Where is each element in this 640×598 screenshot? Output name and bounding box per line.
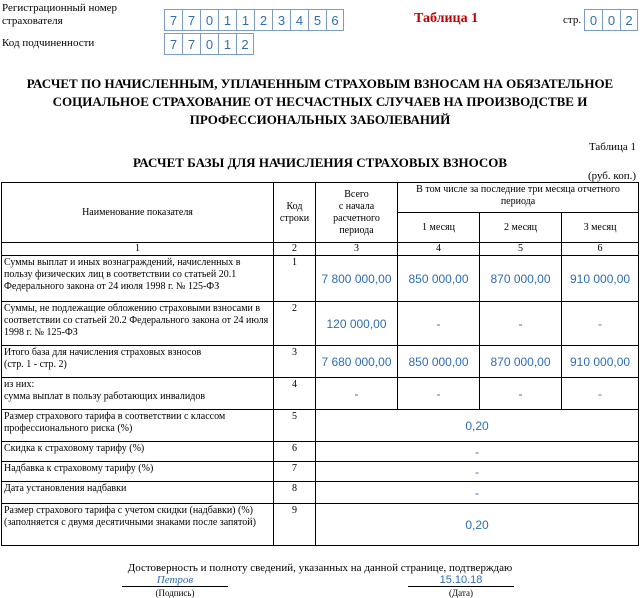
- document-title-line3: ПРОФЕССИОНАЛЬНЫХ ЗАБОЛЕВАНИЙ: [189, 112, 451, 127]
- head-code-line2: строки: [279, 212, 310, 224]
- subordination-code-cells[interactable]: [164, 33, 254, 55]
- head-total-line1: Всего: [344, 188, 369, 200]
- sub-digit[interactable]: 7: [164, 33, 182, 55]
- sub-digit[interactable]: 2: [236, 33, 254, 55]
- row-code: 1: [274, 256, 316, 302]
- row-code: 3: [274, 346, 316, 378]
- row-code: 2: [274, 302, 316, 346]
- reg-digit[interactable]: 0: [200, 9, 218, 31]
- reg-number-cells[interactable]: [164, 9, 344, 31]
- reg-digit[interactable]: 1: [218, 9, 236, 31]
- sub-digit[interactable]: 1: [218, 33, 236, 55]
- col-number: 4: [398, 243, 480, 256]
- date-caption: (Дата): [449, 588, 473, 598]
- reg-digit[interactable]: 7: [164, 9, 182, 31]
- table-head-row: [2, 183, 639, 213]
- page-digit[interactable]: 2: [620, 9, 638, 31]
- row-month2-value[interactable]: 870 000,00: [480, 346, 562, 378]
- document-title-line1: РАСЧЕТ ПО НАЧИСЛЕННЫМ, УПЛАЧЕННЫМ СТРАХОВЫМ ВЗНОСАМ НА ОБЯЗАТЕЛЬНОЕ: [26, 76, 614, 91]
- col-number: 6: [562, 243, 639, 256]
- row-month1-value[interactable]: 850 000,00: [398, 346, 480, 378]
- head-total-line4: периода: [339, 224, 374, 236]
- column-numbers-row: [2, 243, 639, 256]
- col-number: 3: [316, 243, 398, 256]
- row-name: Надбавка к страховому тарифу (%): [2, 462, 274, 482]
- row-name-line1: из них:: [4, 379, 35, 390]
- page-label: стр.: [563, 14, 582, 26]
- row-code: 5: [274, 410, 316, 442]
- row-name-line2: (стр. 1 - стр. 2): [4, 359, 67, 370]
- row-value[interactable]: 0,20: [316, 504, 639, 546]
- reg-number-label-line2: страхователя: [2, 15, 63, 27]
- head-total: [316, 183, 398, 243]
- row-name-line2: сумма выплат в пользу работающих инвалидов: [4, 391, 206, 402]
- row-total-value[interactable]: 7 800 000,00: [316, 256, 398, 302]
- row-month3-value[interactable]: -: [562, 302, 639, 346]
- row-month3-value[interactable]: 910 000,00: [562, 346, 639, 378]
- row-name: [2, 346, 274, 378]
- row-code: 6: [274, 442, 316, 462]
- col-number: 2: [274, 243, 316, 256]
- reg-digit[interactable]: 2: [254, 9, 272, 31]
- row-code: 7: [274, 462, 316, 482]
- row-name: Скидка к страховому тарифу (%): [2, 442, 274, 462]
- document-title: [0, 75, 640, 129]
- sub-digit[interactable]: 7: [182, 33, 200, 55]
- reg-number-label: [2, 2, 117, 28]
- row-name: Суммы выплат и иных вознаграждений, начисленных в пользу физических лиц в соответствии со статьей 20.1 Федерального закона от 24 июля 1998 г. № 125-ФЗ: [2, 256, 274, 302]
- table-reference: Таблица 1: [588, 141, 636, 153]
- table-row: [2, 462, 639, 482]
- section-title: РАСЧЕТ БАЗЫ ДЛЯ НАЧИСЛЕНИЯ СТРАХОВЫХ ВЗНОСОВ: [132, 155, 508, 170]
- row-month2-value[interactable]: -: [480, 378, 562, 410]
- table-row: [2, 346, 639, 378]
- base-calculation-table: [1, 182, 639, 546]
- head-code-line1: Код: [286, 200, 303, 212]
- row-value[interactable]: -: [316, 482, 639, 504]
- document-title-line2: СОЦИАЛЬНОЕ СТРАХОВАНИЕ ОТ НЕСЧАСТНЫХ СЛУЧАЕВ НА ПРОИЗВОДСТВЕ И: [52, 94, 588, 109]
- page-number-cells[interactable]: [584, 9, 638, 31]
- head-total-line3: расчетного: [333, 212, 380, 224]
- signature-caption: (Подпись): [155, 588, 195, 598]
- reg-digit[interactable]: 1: [236, 9, 254, 31]
- reg-digit[interactable]: 6: [326, 9, 344, 31]
- table-row: [2, 256, 639, 302]
- row-value[interactable]: -: [316, 442, 639, 462]
- row-code: 8: [274, 482, 316, 504]
- head-total-line2: с начала: [338, 200, 375, 212]
- table-row: [2, 302, 639, 346]
- table-number-label: Таблица 1: [414, 11, 479, 26]
- table-row: [2, 378, 639, 410]
- col-number: 5: [480, 243, 562, 256]
- reg-number-label-line1: Регистрационный номер: [2, 2, 118, 14]
- date-field[interactable]: 15.10.18: [408, 574, 514, 587]
- row-name: [2, 378, 274, 410]
- head-month-1: 1 месяц: [398, 213, 480, 243]
- subordination-code-label: Код подчиненности: [2, 37, 95, 49]
- page-digit[interactable]: 0: [602, 9, 620, 31]
- table-row: [2, 504, 639, 546]
- row-month1-value[interactable]: 850 000,00: [398, 256, 480, 302]
- head-code: [274, 183, 316, 243]
- row-month2-value[interactable]: 870 000,00: [480, 256, 562, 302]
- page-digit[interactable]: 0: [584, 9, 602, 31]
- table-row: [2, 410, 639, 442]
- row-value[interactable]: -: [316, 462, 639, 482]
- reg-digit[interactable]: 7: [182, 9, 200, 31]
- row-value[interactable]: 0,20: [316, 410, 639, 442]
- row-total-value[interactable]: 7 680 000,00: [316, 346, 398, 378]
- row-name: Размер страхового тарифа с учетом скидки (надбавки) (%) (заполняется с двумя десятичными знаками после запятой): [2, 504, 274, 546]
- row-month2-value[interactable]: -: [480, 302, 562, 346]
- row-name: Размер страхового тарифа в соответствии с классом профессионального риска (%): [2, 410, 274, 442]
- row-name-line1: Итого база для начисления страховых взносов: [4, 347, 202, 358]
- currency-unit: (руб. коп.): [587, 170, 636, 182]
- head-month-3: 3 месяц: [562, 213, 639, 243]
- row-month1-value[interactable]: -: [398, 378, 480, 410]
- row-code: 9: [274, 504, 316, 546]
- table-row: [2, 482, 639, 504]
- row-code: 4: [274, 378, 316, 410]
- sub-digit[interactable]: 0: [200, 33, 218, 55]
- confirmation-statement: Достоверность и полноту сведений, указанных на данной странице, подтверждаю: [127, 562, 513, 574]
- row-month1-value[interactable]: -: [398, 302, 480, 346]
- row-total-value[interactable]: 120 000,00: [316, 302, 398, 346]
- head-name: Наименование показателя: [2, 183, 274, 243]
- row-name: Дата установления надбавки: [2, 482, 274, 504]
- head-month-2: 2 месяц: [480, 213, 562, 243]
- row-month3-value[interactable]: -: [562, 378, 639, 410]
- signature-field[interactable]: Петров: [122, 574, 228, 587]
- reg-digit[interactable]: 5: [308, 9, 326, 31]
- row-total-value[interactable]: -: [316, 378, 398, 410]
- row-name: Суммы, не подлежащие обложению страховыми взносами в соответствии со статьей 20.2 Федерального закона от 24 июля 1998 г. № 125-ФЗ: [2, 302, 274, 346]
- reg-digit[interactable]: 3: [272, 9, 290, 31]
- reg-digit[interactable]: 4: [290, 9, 308, 31]
- head-last-three-months: В том числе за последние три месяца отчетного периода: [398, 183, 639, 213]
- table-row: [2, 442, 639, 462]
- row-month3-value[interactable]: 910 000,00: [562, 256, 639, 302]
- col-number: 1: [2, 243, 274, 256]
